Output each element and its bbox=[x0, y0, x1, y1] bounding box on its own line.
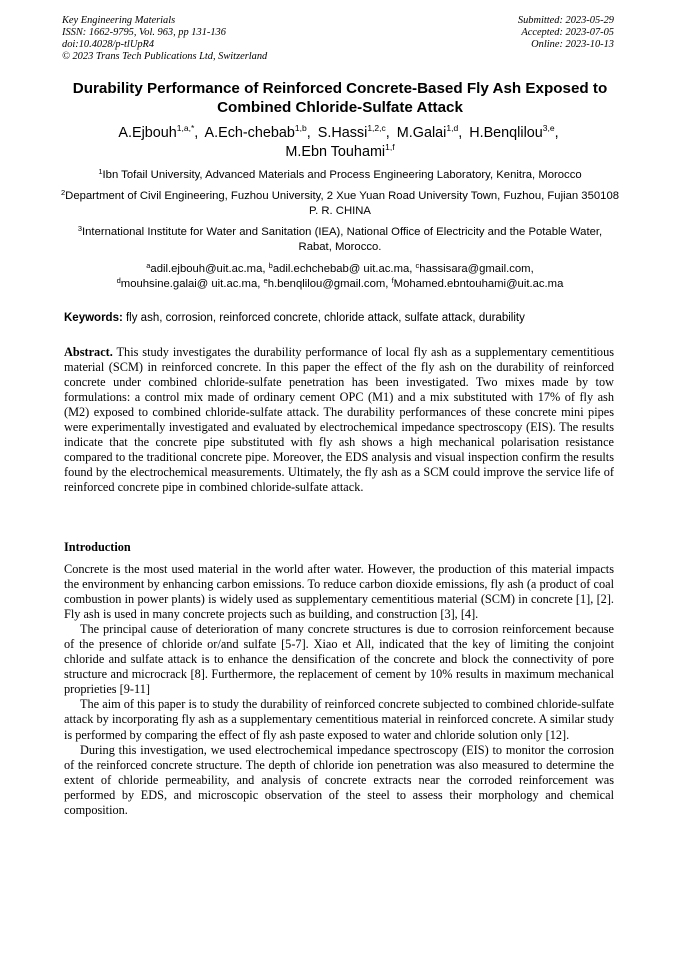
journal-header-left bbox=[62, 15, 267, 63]
paragraph: During this investigation, we used electrochemical impedance spectroscopy (EIS) to monitor the corrosion of the reinforced concrete structure. The depth of chloride ion penetration was also measured to determine the extent of chloride permeability, and analysis of concrete extracts near the corroded reinforcement was performed by EDS, and microscopic observation of the steel to assess their morphology and chemical composition. bbox=[64, 742, 614, 817]
affiliation-number: 2 bbox=[60, 188, 66, 197]
journal-name: Key Engineering Materials bbox=[62, 15, 176, 26]
email-address[interactable]: adil.echchebab@ uit.ac.ma, bbox=[272, 263, 416, 275]
email-address[interactable]: h.benqlilou@gmail.com, bbox=[267, 278, 392, 290]
submitted-date: Submitted: 2023-05-29 bbox=[517, 15, 614, 26]
email-marker: a bbox=[146, 261, 151, 270]
affiliation bbox=[60, 168, 620, 183]
author bbox=[397, 125, 465, 141]
author bbox=[318, 125, 393, 141]
author bbox=[205, 125, 314, 141]
email-address[interactable]: hassisara@gmail.com, bbox=[419, 263, 534, 275]
author-name: A.Ejbouh bbox=[118, 125, 177, 141]
email-marker: d bbox=[116, 276, 121, 285]
author-affiliation-marker: 1,a,* bbox=[176, 123, 195, 133]
author bbox=[469, 125, 561, 141]
keywords-label: Keywords: bbox=[64, 312, 123, 324]
introduction-body bbox=[64, 562, 614, 818]
email-marker: e bbox=[263, 276, 268, 285]
accepted-date: Accepted: 2023-07-05 bbox=[521, 27, 614, 38]
abstract-text: This study investigates the durability performance of local fly ash as a supplementary cementitious material (SCM) in reinforced concrete. In this paper the effect of the fly ash on the durability of reinforced concrete under combined chloride-sulfate penetration has been investigated. Two mixes made by tow formulations: a control mix made of ordinary cement OPC (M1) and a mix substituted with 17% of fly ash (M2) exposed to combined chloride-sulfate attack. The durability performances of these concrete mini pipes were experimentally investigated and evaluated by electrochemical impedance spectroscopy (EIS). The results indicate that the concrete pipe substituted with fly ash shows a high mechanical polarisation resistance compared to the traditional concrete pipe. Moreover, the EDS analysis and visual inspection confirm the results found by the electrochemical measurements. Ultimately, the fly ash as a SCM could improve the service life of reinforced concrete pipe in combined chloride-sulfate attack. bbox=[64, 345, 614, 495]
email-marker: c bbox=[415, 261, 420, 270]
abstract-label: Abstract. bbox=[64, 345, 113, 359]
paragraph: Concrete is the most used material in the world after water. However, the production of this material impacts the environment by enhancing carbon emissions. To reduce carbon dioxide emissions, fly ash (a product of coal combustion in power plants) is widely used as supplementary cementitious material (SCM) in concrete [1], [2]. Fly ash is used in many concrete projects such as building, and construction [3], [4]. bbox=[64, 562, 614, 622]
author-affiliation-marker: 3,e bbox=[542, 123, 555, 133]
author-separator: , bbox=[458, 125, 463, 141]
doi-line: doi:10.4028/p-tlUpR4 bbox=[62, 39, 155, 50]
author-separator: , bbox=[554, 125, 559, 141]
author-name: M.Ebn Touhami bbox=[285, 144, 386, 160]
affiliation-text: International Institute for Water and Sanitation (IEA), National Office of Electricity and the Potable Water, Rabat, Morocco. bbox=[82, 226, 603, 253]
affiliation-number: 1 bbox=[98, 167, 103, 176]
copyright-line: © 2023 Trans Tech Publications Ltd, Switzerland bbox=[62, 51, 268, 62]
email-address[interactable]: Mohamed.ebntouhami@uit.ac.ma bbox=[393, 278, 564, 290]
author-name: H.Benqlilou bbox=[469, 125, 543, 141]
author-affiliation-marker: 1,b bbox=[294, 123, 307, 133]
affiliation-text: Ibn Tofail University, Advanced Materials and Process Engineering Laboratory, Kenitra, Morocco bbox=[102, 169, 582, 181]
author bbox=[118, 125, 201, 141]
author-name: M.Galai bbox=[396, 125, 447, 141]
email-address[interactable]: mouhsine.galai@ uit.ac.ma, bbox=[120, 278, 264, 290]
paragraph: The principal cause of deterioration of many concrete structures is due to corrosion reinforcement because of the presence of chloride or/and sulfate [5-7]. Xiao et All, indicated that the key of limiting the conjoint chloride and sulfate attack is to enhance the densification of the concrete and block the connectivity of pore structure and microcrack [8]. Furthermore, the replacement of cement by 10% results in maximum mechanical proprieties [9-11] bbox=[64, 622, 614, 697]
author-name: A.Ech-chebab bbox=[204, 125, 295, 141]
author-separator: , bbox=[194, 125, 199, 141]
section-heading-introduction: Introduction bbox=[64, 540, 131, 554]
abstract bbox=[64, 345, 614, 495]
author-affiliation-marker: 1,d bbox=[446, 123, 459, 133]
issn-line: ISSN: 1662-9795, Vol. 963, pp 131-136 bbox=[62, 27, 226, 38]
author-affiliation-marker: 1,f bbox=[385, 142, 395, 152]
affiliation-text: Department of Civil Engineering, Fuzhou University, 2 Xue Yuan Road University Town, Fuzhou, Fujian 350108 P. R. CHINA bbox=[65, 190, 620, 217]
author-separator: , bbox=[306, 125, 311, 141]
author-affiliation-marker: 1,2,c bbox=[367, 123, 386, 133]
affiliation bbox=[60, 225, 620, 255]
email-address[interactable]: adil.ejbouh@uit.ac.ma, bbox=[150, 263, 269, 275]
author-list bbox=[50, 124, 630, 162]
author-separator: , bbox=[385, 125, 390, 141]
journal-header-right bbox=[518, 15, 614, 51]
paper-title: Durability Performance of Reinforced Concrete-Based Fly Ash Exposed to Combined Chloride-Sulfate Attack bbox=[72, 80, 608, 116]
affiliation bbox=[60, 189, 620, 219]
affiliation-number: 3 bbox=[77, 224, 83, 233]
email-marker: b bbox=[268, 261, 273, 270]
paragraph: The aim of this paper is to study the durability of reinforced concrete subjected to combined chloride-sulfate attack by incorporating fly ash as a supplementary cementitious material in reinforced concrete. A similar study is performed by comparing the effect of fly ash paste exposed to water and chloride solution only [12]. bbox=[64, 697, 614, 742]
online-date: Online: 2023-10-13 bbox=[531, 39, 614, 50]
author-emails bbox=[60, 262, 620, 292]
keywords-text: fly ash, corrosion, reinforced concrete, chloride attack, sulfate attack, durability bbox=[122, 312, 525, 324]
author-name: S.Hassi bbox=[317, 125, 368, 141]
email-marker: f bbox=[391, 276, 394, 285]
keywords bbox=[64, 311, 620, 325]
author bbox=[285, 144, 394, 160]
